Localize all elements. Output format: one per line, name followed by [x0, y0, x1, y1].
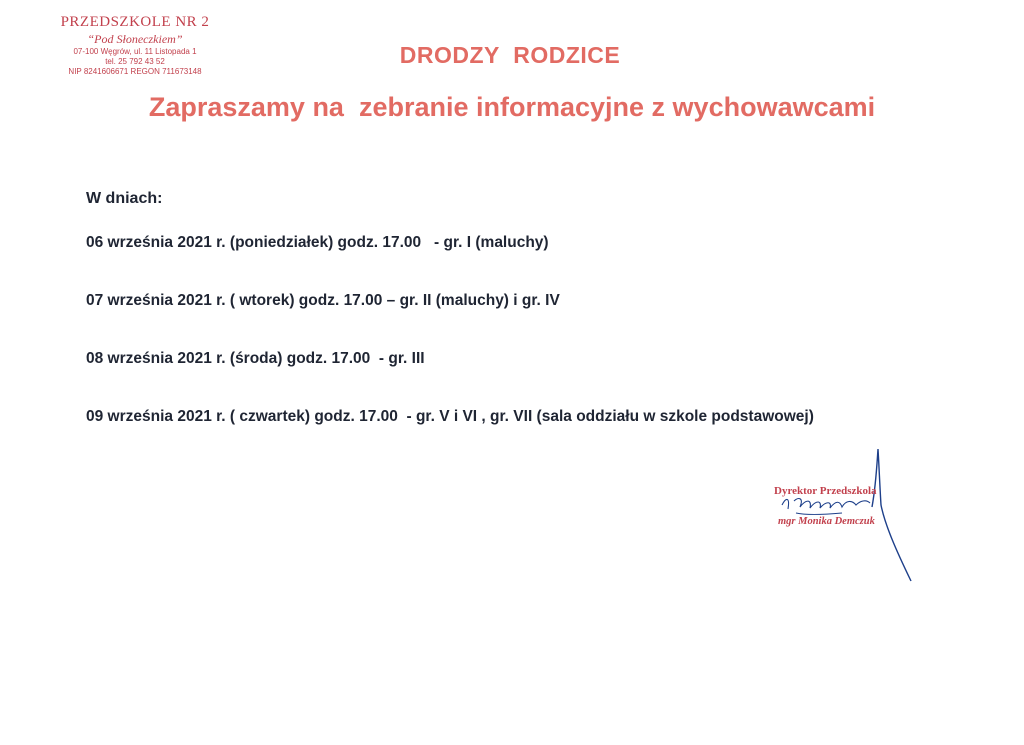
director-signature-block — [760, 445, 930, 585]
stamp-address: 07-100 Węgrów, ul. 11 Listopada 1 — [73, 47, 197, 56]
meeting-date-item: 07 września 2021 r. ( wtorek) godz. 17.00 – gr. II (maluchy) i gr. IV — [86, 292, 560, 309]
meeting-date-item: 08 września 2021 r. (środa) godz. 17.00 - gr. III — [86, 350, 425, 367]
director-name: mgr Monika Demczuk — [778, 516, 875, 527]
stamp-school-name: PRZEDSZKOLE NR 2 — [60, 14, 210, 30]
stamp-school-nickname: “Pod Słoneczkiem” — [87, 32, 183, 46]
meeting-dates-list — [86, 233, 814, 465]
stamp-ids: NIP 8241606671 REGON 711673148 — [68, 67, 202, 76]
stamp-phone: tel. 25 792 43 52 — [105, 57, 165, 66]
dates-intro: W dniach: — [86, 190, 163, 207]
invitation-subheading: Zapraszamy na zebranie informacyjne z wychowawcami — [148, 92, 876, 122]
meeting-date-item: 06 września 2021 r. (poniedziałek) godz. 17.00 - gr. I (maluchy) — [86, 234, 549, 251]
director-title: Dyrektor Przedszkola — [774, 485, 877, 497]
page-heading: DRODZY RODZICE — [399, 42, 621, 68]
handwritten-signature — [760, 445, 930, 585]
meeting-date-item: 09 września 2021 r. ( czwartek) godz. 17.00 - gr. V i VI , gr. VII (sala oddziału w szkole podstawowej) — [86, 408, 814, 425]
